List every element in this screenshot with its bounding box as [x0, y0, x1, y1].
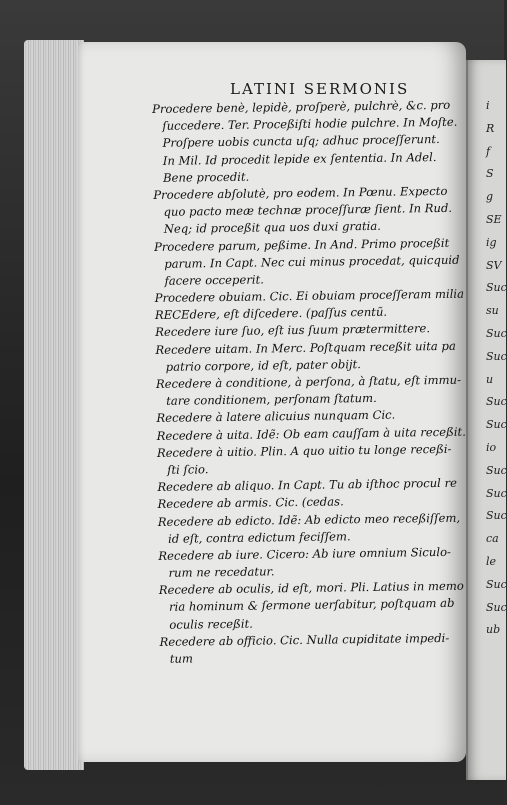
text-line: Recedere à uitio. Plin. A quo uitio tu longe receßi-: [156, 441, 452, 460]
fragment-line: SV: [486, 258, 502, 272]
page-edges: [24, 40, 84, 770]
fragment-line: i: [486, 99, 490, 112]
text-line: id eſt, contra edictum feciſſem.: [168, 528, 351, 546]
fragment-line: g: [486, 190, 494, 204]
text-line: Proſpere uobis cuncta uſq; adhuc proceſſerunt.: [162, 132, 440, 151]
fragment-line: Suc: [486, 509, 507, 523]
fragment-line: SE: [486, 212, 502, 226]
fragment-line: Suc: [486, 326, 507, 340]
text-line: Recedere à uita. Idẽ: Ob eam cauſſam à uita receßit.: [156, 424, 466, 443]
fragment-line: u: [486, 372, 494, 386]
fragment-line: su: [486, 304, 499, 318]
text-line: patrio corpore, id eſt, pater obijt.: [165, 356, 362, 374]
text-line: parum. In Capt. Nec cui minus procedat, quicquid: [164, 252, 460, 271]
text-line: tum: [169, 651, 194, 666]
text-line: Recedere ab officio. Cic. Nulla cupiditate impedi-: [159, 630, 450, 649]
text-line: quo pacto meæ technæ proceſſuræ ſient. In Rud.: [163, 200, 453, 219]
fragment-line: Suc: [486, 577, 507, 591]
text-line: Recedere à latere alicuius nunquam Cic.: [156, 408, 396, 426]
text-line: ria hominum & ſermone uerſabitur, poſtquam ab: [168, 596, 455, 615]
fragment-line: Suc: [486, 486, 507, 500]
text-line: Neq; id proceßit qua uos duxi gratia.: [163, 219, 382, 237]
fragment-line: Suc: [486, 395, 507, 409]
text-line: Recedere à conditione, à perſona, à ſtatu, eſt immu-: [155, 372, 462, 391]
text-line: ſti ſcio.: [167, 462, 209, 477]
text-line: Recedere uitam. In Merc. Poſtquam receßit uita pa: [155, 338, 456, 357]
text-line: Recedere ab armis. Cic. (cedas.: [157, 494, 344, 512]
fragment-line: Suc: [486, 463, 507, 477]
fragment-line: le: [486, 554, 497, 568]
fragment-line: Suc: [486, 600, 507, 614]
fragment-line: io: [486, 440, 497, 454]
text-line: Procedere obuiam. Cic. Ei obuiam proceſſeram milia: [154, 286, 465, 306]
text-line: ſuccedere. Ter. Proceßiſti hodie pulchre. In Moſte.: [162, 114, 458, 134]
fragment-line: ca: [486, 532, 499, 546]
text-line: facere occeperit.: [164, 272, 264, 288]
text-line: Recedere iure ſuo, eſt ius ſuum prætermittere.: [155, 321, 431, 340]
fragment-line: R: [486, 121, 495, 135]
text-line: Bene procedit.: [162, 169, 250, 185]
fragment-line: ub: [486, 623, 501, 637]
fragment-line: Suc: [486, 281, 507, 295]
fragment-line: S: [486, 167, 494, 181]
text-line: oculis receßit.: [169, 616, 253, 632]
text-line: Recedere ab iure. Cicero: Ab iure omnium Siculo-: [158, 544, 452, 563]
fragment-line: Suc: [486, 349, 507, 363]
text-line: In Mil. Id procedit lepide ex ſententia. In Adel.: [162, 149, 437, 168]
text-line: tare conditionem, perſonam ſtatum.: [166, 391, 377, 409]
fragment-line: f: [486, 144, 491, 158]
text-line: Procedere abſolutè, pro eodem. In Pœnu. Expecto: [153, 183, 448, 202]
text-line: Recedere ab aliquo. In Capt. Tu ab iſthoc procul re: [157, 475, 458, 495]
right-page-fragments: [486, 95, 506, 642]
body-text: [152, 97, 472, 668]
text-line: RECEdere, eſt diſcedere. (paſſus centũ.: [154, 304, 388, 323]
text-line: Procedere benè, lepidè, proſperè, pulchrè, &c. pro: [152, 97, 451, 116]
fragment-line: ig: [486, 235, 497, 249]
text-line: Recedere ab edicto. Idẽ: Ab edicto meo receßiſſem,: [157, 510, 461, 529]
text-line: Procedere parum, peßime. In And. Primo proceßit: [153, 235, 450, 254]
running-head: LATINI SERMONIS: [230, 80, 410, 98]
text-line: Recedere ab oculis, id eſt, mori. Pli. Latius in memo: [158, 578, 464, 598]
fragment-line: Suc: [486, 418, 507, 432]
text-line: rum ne recedatur.: [168, 564, 275, 580]
